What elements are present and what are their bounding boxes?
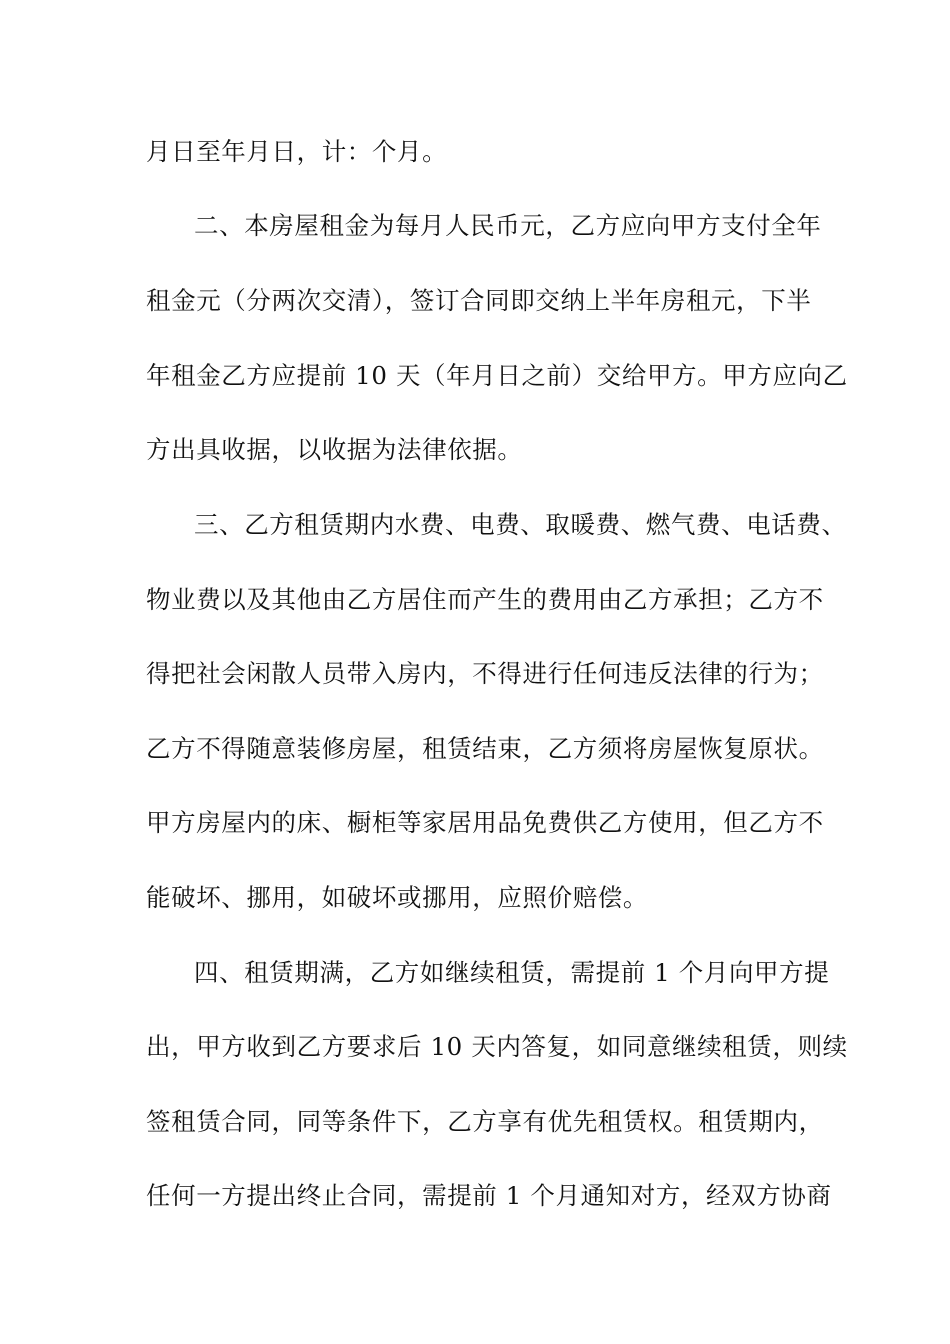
text-line: 任何一方提出终止合同，需提前 1 个月通知对方，经双方协商 <box>146 1181 832 1210</box>
text-line: 乙方不得随意装修房屋，租赁结束，乙方须将房屋恢复原状。 <box>146 734 824 763</box>
text-line: 租金元（分两次交清），签订合同即交纳上半年房租元，下半 <box>146 286 812 315</box>
text-line: 甲方房屋内的床、橱柜等家居用品免费供乙方使用，但乙方不 <box>146 808 824 837</box>
text-line: 月日至年月日，计：个月。 <box>146 137 448 166</box>
text-line: 能破坏、挪用，如破坏或挪用，应照价赔偿。 <box>146 883 648 912</box>
text-line: 签租赁合同，同等条件下，乙方享有优先租赁权。租赁期内， <box>146 1107 824 1136</box>
text-line: 出，甲方收到乙方要求后 10 天内答复，如同意继续租赁，则续 <box>146 1032 848 1061</box>
text-line: 得把社会闲散人员带入房内，不得进行任何违反法律的行为； <box>146 659 824 688</box>
paragraph-start-line: 三、乙方租赁期内水费、电费、取暖费、燃气费、电话费、 <box>194 510 847 539</box>
paragraph-start-line: 四、租赁期满，乙方如继续租赁，需提前 1 个月向甲方提 <box>194 958 830 987</box>
text-line: 年租金乙方应提前 10 天（年月日之前）交给甲方。甲方应向乙 <box>146 361 848 390</box>
text-line: 物业费以及其他由乙方居住而产生的费用由乙方承担；乙方不 <box>146 585 824 614</box>
text-line: 方出具收据，以收据为法律依据。 <box>146 435 523 464</box>
paragraph-start-line: 二、本房屋租金为每月人民币元，乙方应向甲方支付全年 <box>194 211 822 240</box>
